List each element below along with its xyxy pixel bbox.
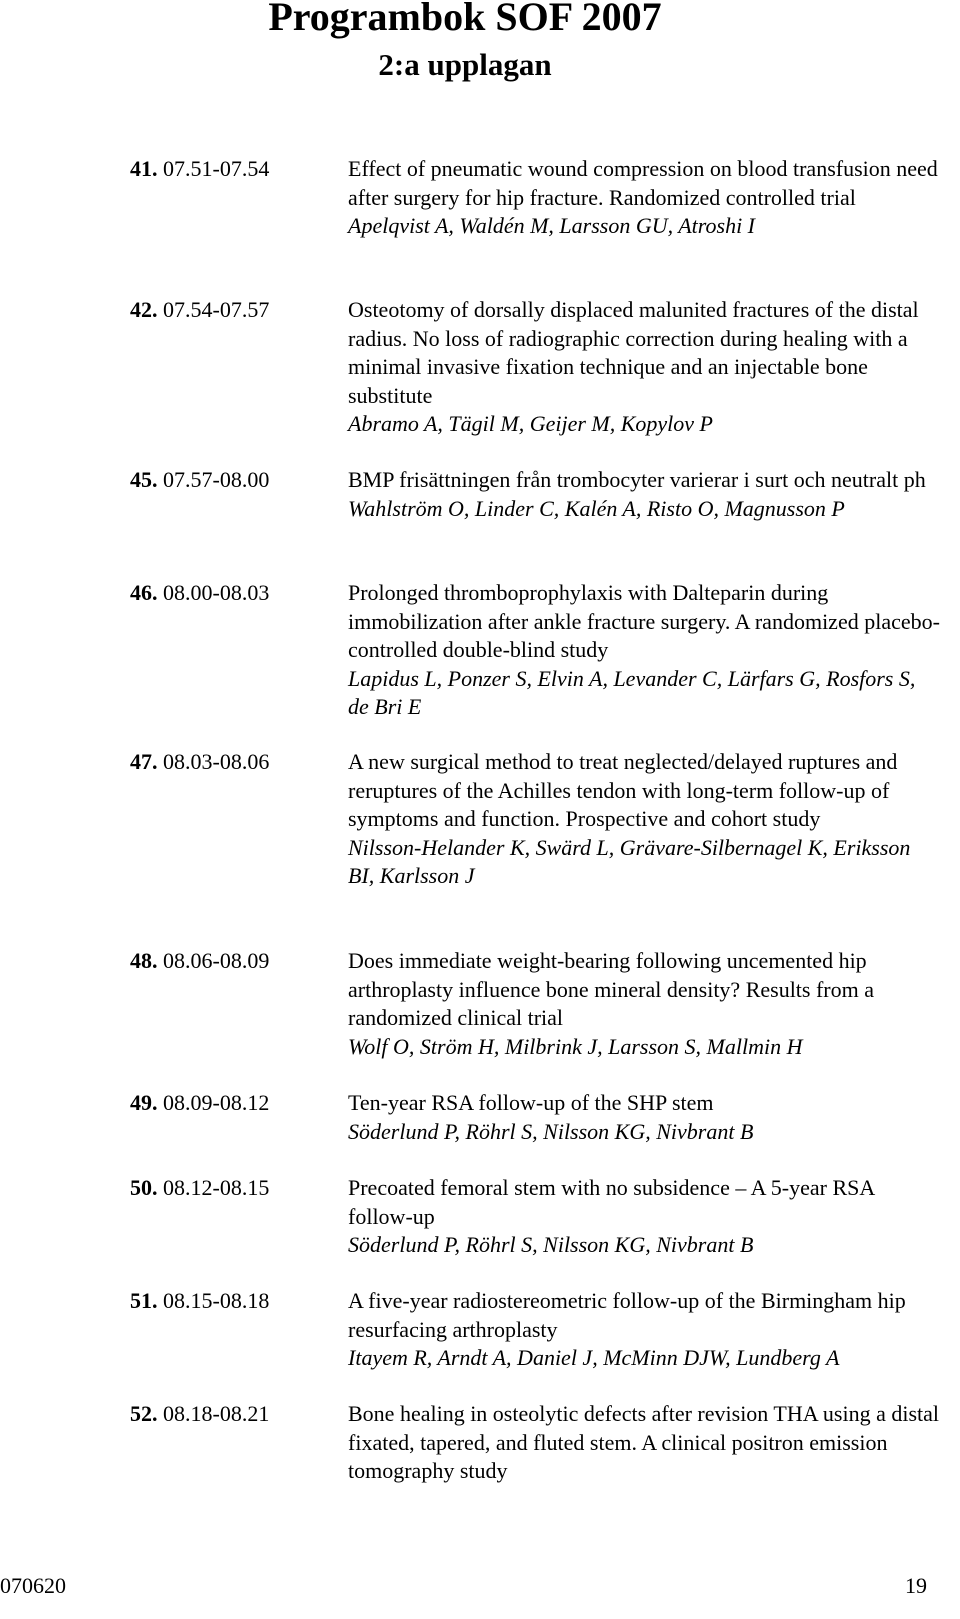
entry-number-time (130, 1174, 348, 1203)
entry-title: Bone healing in osteolytic defects after revision THA using a distal fixated, tapered, and fluted stem. A clinical positron emission tomography study (348, 1401, 940, 1483)
entry-authors: Wahlström O, Linder C, Kalén A, Risto O, Magnusson P (348, 495, 845, 521)
entry-authors: Itayem R, Arndt A, Daniel J, McMinn DJW, Lundberg A (348, 1345, 840, 1370)
entry-time: 07.57-08.00 (163, 467, 270, 492)
entry-authors: Lapidus L, Ponzer S, Elvin A, Levander C, Lärfars G, Rosfors S, de Bri E (348, 665, 916, 719)
entry-number-time (130, 155, 348, 184)
entry-number-time (130, 947, 348, 976)
entry-time: 07.54-07.57 (163, 297, 270, 322)
entry-authors: Abramo A, Tägil M, Geijer M, Kopylov P (348, 411, 713, 436)
entry-body (348, 1400, 940, 1486)
entry-title: Osteotomy of dorsally displaced malunited fractures of the distal radius. No loss of radiographic correction during healing with a minimal invasive fixation technique and an injectable bone substitute (348, 297, 919, 408)
entry-authors: Söderlund P, Röhrl S, Nilsson KG, Nivbrant B (348, 1118, 754, 1144)
entry-number-time (130, 466, 348, 495)
entry-body (348, 1287, 940, 1373)
page-number: 19 (905, 1573, 927, 1598)
entry-body (348, 296, 940, 439)
entry-authors: Apelqvist A, Waldén M, Larsson GU, Atroshi I (348, 213, 756, 238)
entry-title: Precoated femoral stem with no subsidence – A 5-year RSA follow-up (348, 1175, 875, 1229)
entry-body (348, 748, 940, 891)
entry-body (348, 466, 940, 523)
entry-time: 08.09-08.12 (163, 1090, 270, 1115)
entry-authors: Nilsson-Helander K, Swärd L, Grävare-Silbernagel K, Eriksson BI, Karlsson J (348, 834, 911, 888)
entry-number: 48. (130, 948, 158, 973)
entry-body (348, 1089, 940, 1146)
entry-number-time (130, 579, 348, 608)
entry-body (348, 947, 940, 1061)
entry-title: Does immediate weight-bearing following uncemented hip arthroplasty influence bone mineral density? Results from a randomized clinical trial (348, 948, 875, 1030)
entry-number: 46. (130, 580, 158, 605)
entry-authors: Wolf O, Ström H, Milbrink J, Larsson S, Mallmin H (348, 1033, 803, 1059)
entry-time: 08.03-08.06 (163, 749, 270, 774)
entry-time: 08.12-08.15 (163, 1175, 270, 1200)
entry-number: 45. (130, 467, 158, 492)
entry-authors: Söderlund P, Röhrl S, Nilsson KG, Nivbrant B (348, 1232, 754, 1257)
entry-number: 49. (130, 1090, 158, 1115)
entry-number-time (130, 748, 348, 777)
entry-body (348, 579, 940, 722)
entry-title: Effect of pneumatic wound compression on blood transfusion need after surgery for hip fracture. Randomized controlled trial (348, 156, 938, 210)
entry-title: Ten-year RSA follow-up of the SHP stem (348, 1090, 714, 1115)
entry-number-time (130, 296, 348, 325)
entry-number: 47. (130, 749, 158, 774)
entry-body (348, 155, 940, 241)
entry-title: BMP frisättningen från trombocyter varierar i surt och neutralt ph (348, 467, 926, 492)
entry-number-time (130, 1287, 348, 1316)
entry-time: 08.18-08.21 (163, 1401, 270, 1426)
page-header (0, 0, 930, 85)
entry-title: A five-year radiostereometric follow-up of the Birmingham hip resurfacing arthroplasty (348, 1288, 906, 1342)
entry-number: 42. (130, 297, 158, 322)
entry-time: 08.06-08.09 (163, 948, 270, 973)
entry-body (348, 1174, 940, 1260)
page-title: Programbok SOF 2007 (268, 0, 662, 39)
footer-date: 070620 (0, 1573, 66, 1598)
entry-number: 50. (130, 1175, 158, 1200)
entry-number: 41. (130, 156, 158, 181)
entry-time: 08.00-08.03 (163, 580, 270, 605)
page-subtitle: 2:a upplagan (378, 47, 552, 82)
entry-number-time (130, 1400, 348, 1429)
entry-number-time (130, 1089, 348, 1118)
entry-number: 52. (130, 1401, 158, 1426)
entry-title: Prolonged thromboprophylaxis with Dalteparin during immobilization after ankle fracture surgery. A randomized placebo-controlled double-blind study (348, 580, 940, 662)
entry-title: A new surgical method to treat neglected/delayed ruptures and reruptures of the Achilles tendon with long-term follow-up of symptoms and function. Prospective and cohort study (348, 749, 898, 831)
entry-time: 07.51-07.54 (163, 156, 270, 181)
entry-number: 51. (130, 1288, 158, 1313)
entry-time: 08.15-08.18 (163, 1288, 270, 1313)
